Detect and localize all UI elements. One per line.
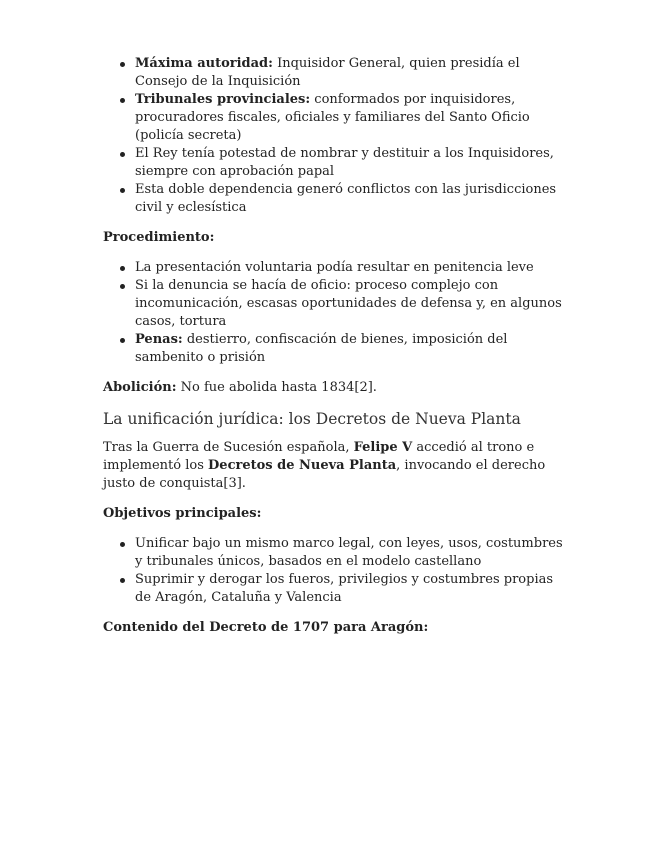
- list-item: [135, 181, 563, 217]
- item-text: conformados por inquisidores, procuradores fiscales, oficiales y familiares del Santo Oficio (policía secreta): [135, 92, 530, 143]
- objetivos-heading: Objetivos principales:: [103, 506, 262, 521]
- list-item: [135, 91, 563, 145]
- contenido-heading: Contenido del Decreto de 1707 para Aragón:: [103, 620, 429, 635]
- intro-bold-decretos: Decretos de Nueva Planta: [208, 458, 397, 473]
- document-page: [103, 55, 563, 637]
- intro-text: Tras la Guerra de Sucesión española,: [103, 440, 354, 455]
- item-text: Suprimir y derogar los fueros, privilegios y costumbres propias de Aragón, Cataluña y Valencia: [135, 572, 554, 605]
- intro-bold-felipe: Felipe V: [353, 440, 413, 455]
- procedimiento-heading: Procedimiento:: [103, 230, 215, 245]
- list-item: [135, 55, 563, 91]
- procedimiento-list: [103, 259, 563, 367]
- item-bold-label: Penas:: [135, 332, 183, 347]
- list-item: [135, 535, 563, 571]
- item-text: Inquisidor General, quien presidía el Consejo de la Inquisición: [135, 56, 520, 89]
- list-item: [135, 571, 563, 607]
- item-text: Unificar bajo un mismo marco legal, con leyes, usos, costumbres y tribunales únicos, basados en el modelo castellano: [135, 536, 563, 569]
- abolicion-paragraph: [103, 379, 563, 397]
- item-text: destierro, confiscación de bienes, imposición del sambenito o prisión: [135, 332, 508, 365]
- item-text: Esta doble dependencia generó conflictos con las jurisdicciones civil y eclesística: [135, 182, 557, 215]
- abolicion-text: No fue abolida hasta 1834[2].: [176, 380, 377, 395]
- item-text: Si la denuncia se hacía de oficio: proceso complejo con incomunicación, escasas oportunidades de defensa y, en algunos casos, tortura: [135, 278, 562, 329]
- intro-paragraph: [103, 439, 563, 493]
- objetivos-list: [103, 535, 563, 607]
- section-heading: La unificación jurídica: los Decretos de Nueva Planta: [103, 410, 521, 428]
- organization-list: [103, 55, 563, 217]
- item-bold-label: Tribunales provinciales:: [135, 92, 311, 107]
- intro-text: , invocando el derecho justo de conquista[3].: [103, 458, 546, 491]
- list-item: [135, 145, 563, 181]
- abolicion-label: Abolición:: [103, 380, 177, 395]
- item-text: La presentación voluntaria podía resultar en penitencia leve: [135, 260, 534, 275]
- list-item: [135, 277, 563, 331]
- item-bold-label: Máxima autoridad:: [135, 56, 273, 71]
- list-item: [135, 259, 563, 277]
- intro-text: accedió al trono e implementó los: [103, 440, 535, 473]
- item-text: El Rey tenía potestad de nombrar y destituir a los Inquisidores, siempre con aprobación papal: [135, 146, 554, 179]
- list-item: [135, 331, 563, 367]
